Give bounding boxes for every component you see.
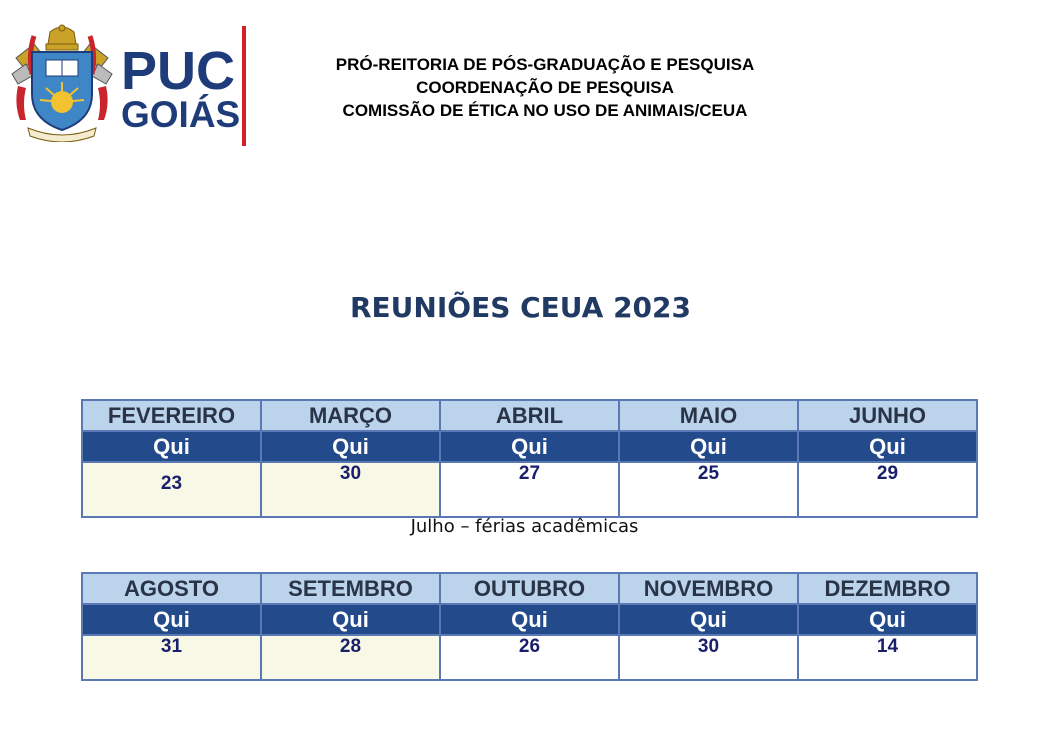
month-cell: SETEMBRO <box>261 573 440 604</box>
day-cell: 30 <box>619 635 798 680</box>
weekday-row <box>82 431 977 462</box>
weekday-cell: Qui <box>82 431 261 462</box>
month-cell: AGOSTO <box>82 573 261 604</box>
month-cell: JUNHO <box>798 400 977 431</box>
weekday-cell: Qui <box>261 431 440 462</box>
institution-header <box>250 53 840 122</box>
page-title: REUNIÕES CEUA 2023 <box>349 291 692 324</box>
weekday-cell: Qui <box>82 604 261 635</box>
header-line-coordination: COORDENAÇÃO DE PESQUISA <box>416 78 674 97</box>
weekday-cell: Qui <box>261 604 440 635</box>
day-cell: 27 <box>440 462 619 517</box>
weekday-cell: Qui <box>440 431 619 462</box>
day-cell: 29 <box>798 462 977 517</box>
header-line-commission: COMISSÃO DE ÉTICA NO USO DE ANIMAIS/CEUA <box>342 101 748 120</box>
month-cell: OUTUBRO <box>440 573 619 604</box>
header-divider <box>242 26 246 146</box>
weekday-cell: Qui <box>798 431 977 462</box>
schedule-table-first-half <box>81 399 978 518</box>
weekday-cell: Qui <box>798 604 977 635</box>
puc-goias-logo <box>8 24 248 148</box>
day-cell: 14 <box>798 635 977 680</box>
month-cell: DEZEMBRO <box>798 573 977 604</box>
day-cell: 28 <box>261 635 440 680</box>
month-cell: NOVEMBRO <box>619 573 798 604</box>
month-header-row <box>82 400 977 431</box>
july-vacation-note: Julho – férias acadêmicas <box>410 516 639 537</box>
day-cell: 31 <box>82 635 261 680</box>
month-cell: FEVEREIRO <box>82 400 261 431</box>
month-cell: MARÇO <box>261 400 440 431</box>
day-cell: 30 <box>261 462 440 517</box>
weekday-cell: Qui <box>440 604 619 635</box>
day-row <box>82 462 977 517</box>
header-line-prorectorate: PRÓ-REITORIA DE PÓS-GRADUAÇÃO E PESQUISA <box>335 55 755 74</box>
weekday-row <box>82 604 977 635</box>
month-header-row <box>82 573 977 604</box>
logo-goias-text: GOIÁS <box>121 94 241 135</box>
weekday-cell: Qui <box>619 604 798 635</box>
day-cell: 23 <box>82 462 261 517</box>
university-crest-icon <box>8 24 116 142</box>
logo-puc-text: PUC <box>121 41 236 101</box>
day-cell: 25 <box>619 462 798 517</box>
month-cell: ABRIL <box>440 400 619 431</box>
weekday-cell: Qui <box>619 431 798 462</box>
day-row <box>82 635 977 680</box>
month-cell: MAIO <box>619 400 798 431</box>
schedule-table-second-half <box>81 572 978 681</box>
day-cell: 26 <box>440 635 619 680</box>
